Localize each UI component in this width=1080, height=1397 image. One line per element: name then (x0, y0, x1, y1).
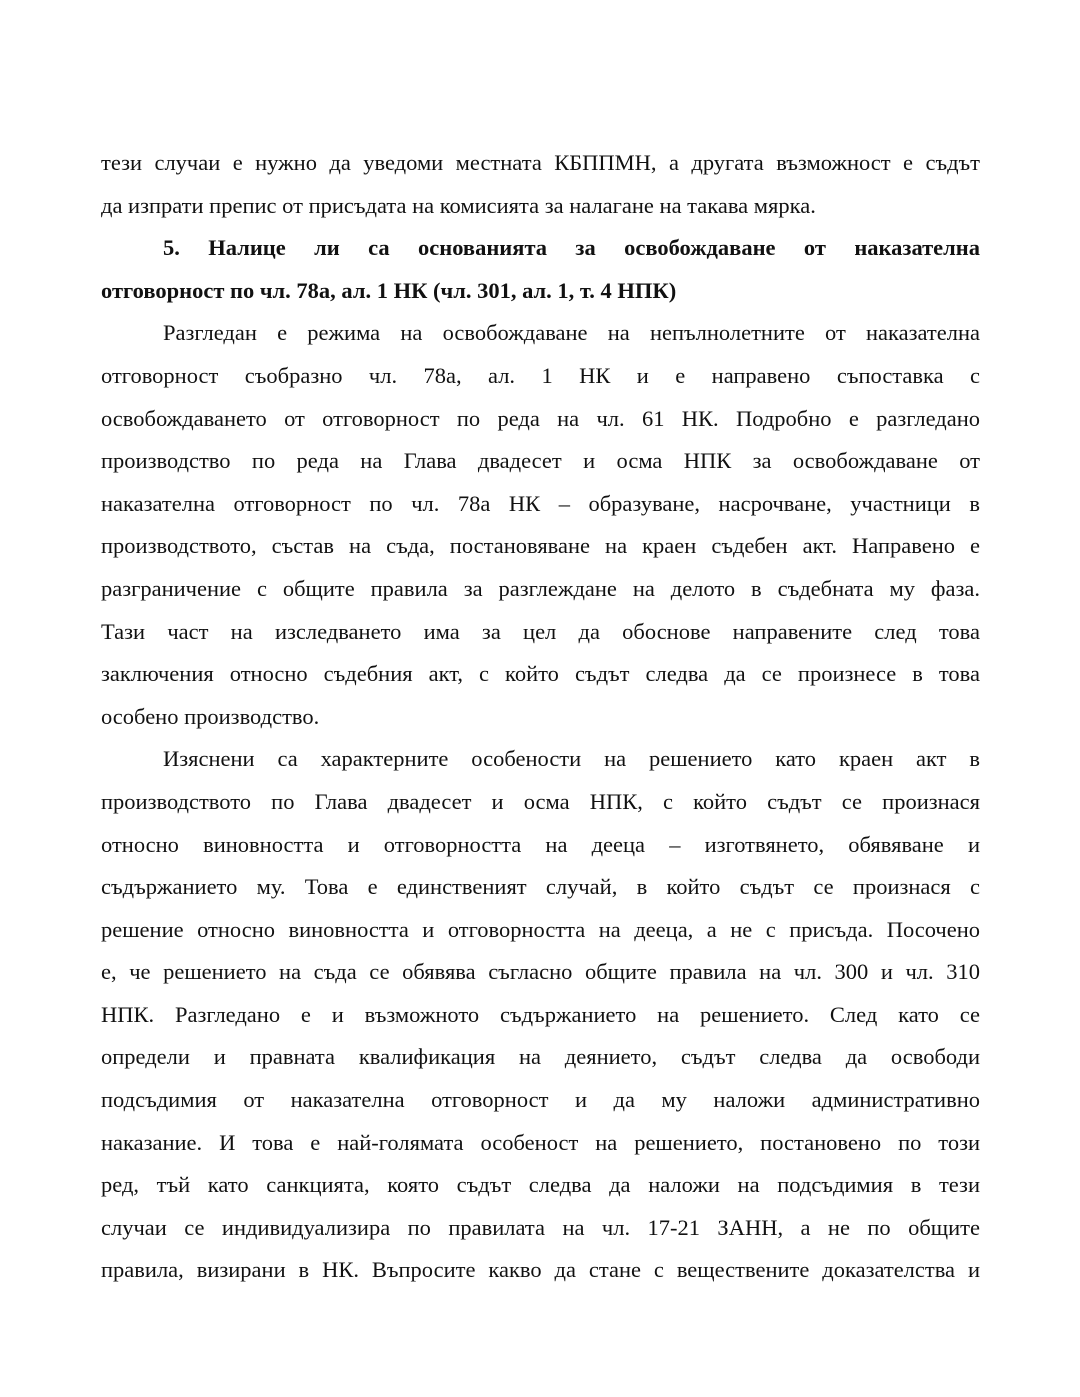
paragraph-continuation (101, 142, 980, 227)
text-line: ред, тъй като санкцията, която съдът следва да наложи на подсъдимия в тези (101, 1172, 980, 1198)
text-line: заключения относно съдебния акт, с който съдът следва да се произнесе в това (101, 661, 980, 687)
text-line: производството по Глава двадесет и осма НПК, с който съдът се произнася (101, 788, 980, 814)
paragraph (101, 738, 980, 1292)
text-line: съдържанието му. Това е единственият случай, в който съдът се произнася с (101, 874, 980, 900)
text-line: отговорност съобразно чл. 78а, ал. 1 НК и е направено съпоставка с (101, 362, 980, 388)
text-line: тези случаи е нужно да уведоми местната КБППМН, а другата възможност е съдът (101, 150, 980, 175)
text-line: разграничение с общите правила за разглеждане на делото в съдебната му фаза. (101, 575, 980, 601)
text-line: особено производство. (101, 703, 320, 729)
heading-line: 5. Налице ли са основанията за освобождаване от наказателна (163, 235, 980, 261)
text-line: освобождаването от отговорност по реда на чл. 61 НК. Подробно е разгледано (101, 405, 980, 431)
paragraph (101, 312, 980, 738)
text-line: е, че решението на съда се обявява съгласно общите правила на чл. 300 и чл. 310 (101, 959, 980, 985)
text-line: подсъдимия от наказателна отговорност и да му наложи административно (101, 1087, 980, 1113)
text-line: относно виновността и отговорността на дееца – изготвянето, обявяване и (101, 831, 980, 857)
text-line: определи и правната квалификация на деянието, съдът следва да освободи (101, 1044, 980, 1070)
section-heading (101, 227, 980, 312)
text-line: Изяснени са характерните особености на решението като краен акт в (163, 746, 980, 772)
heading-line: отговорност по чл. 78а, ал. 1 НК (чл. 301, ал. 1, т. 4 НПК) (101, 277, 677, 303)
text-line: производството, състав на съда, постановяване на краен съдебен акт. Направено е (101, 533, 980, 559)
text-line: наказание. И това е най-голямата особеност на решението, постановено по този (101, 1129, 980, 1155)
document-page (101, 142, 980, 1292)
text-line: да изпрати препис от присъдата на комисията за налагане на такава мярка. (101, 192, 816, 218)
text-line: решение относно виновността и отговорността на дееца, а не с присъда. Посочено (101, 916, 980, 942)
text-line: правила, визирани в НК. Въпросите какво да стане с веществените доказателства и (101, 1257, 980, 1283)
text-line: Тази част на изследването има за цел да обоснове направените след това (101, 618, 980, 644)
text-line: НПК. Разгледано е и възможното съдържанието на решението. След като се (101, 1001, 980, 1027)
text-line: производство по реда на Глава двадесет и осма НПК за освобождаване от (101, 448, 980, 474)
text-line: Разгледан е режима на освобождаване на непълнолетните от наказателна (163, 320, 980, 346)
text-line: случаи се индивидуализира по правилата на чл. 17-21 ЗАНН, а не по общите (101, 1214, 980, 1240)
text-line: наказателна отговорност по чл. 78а НК – образуване, насрочване, участници в (101, 490, 980, 516)
